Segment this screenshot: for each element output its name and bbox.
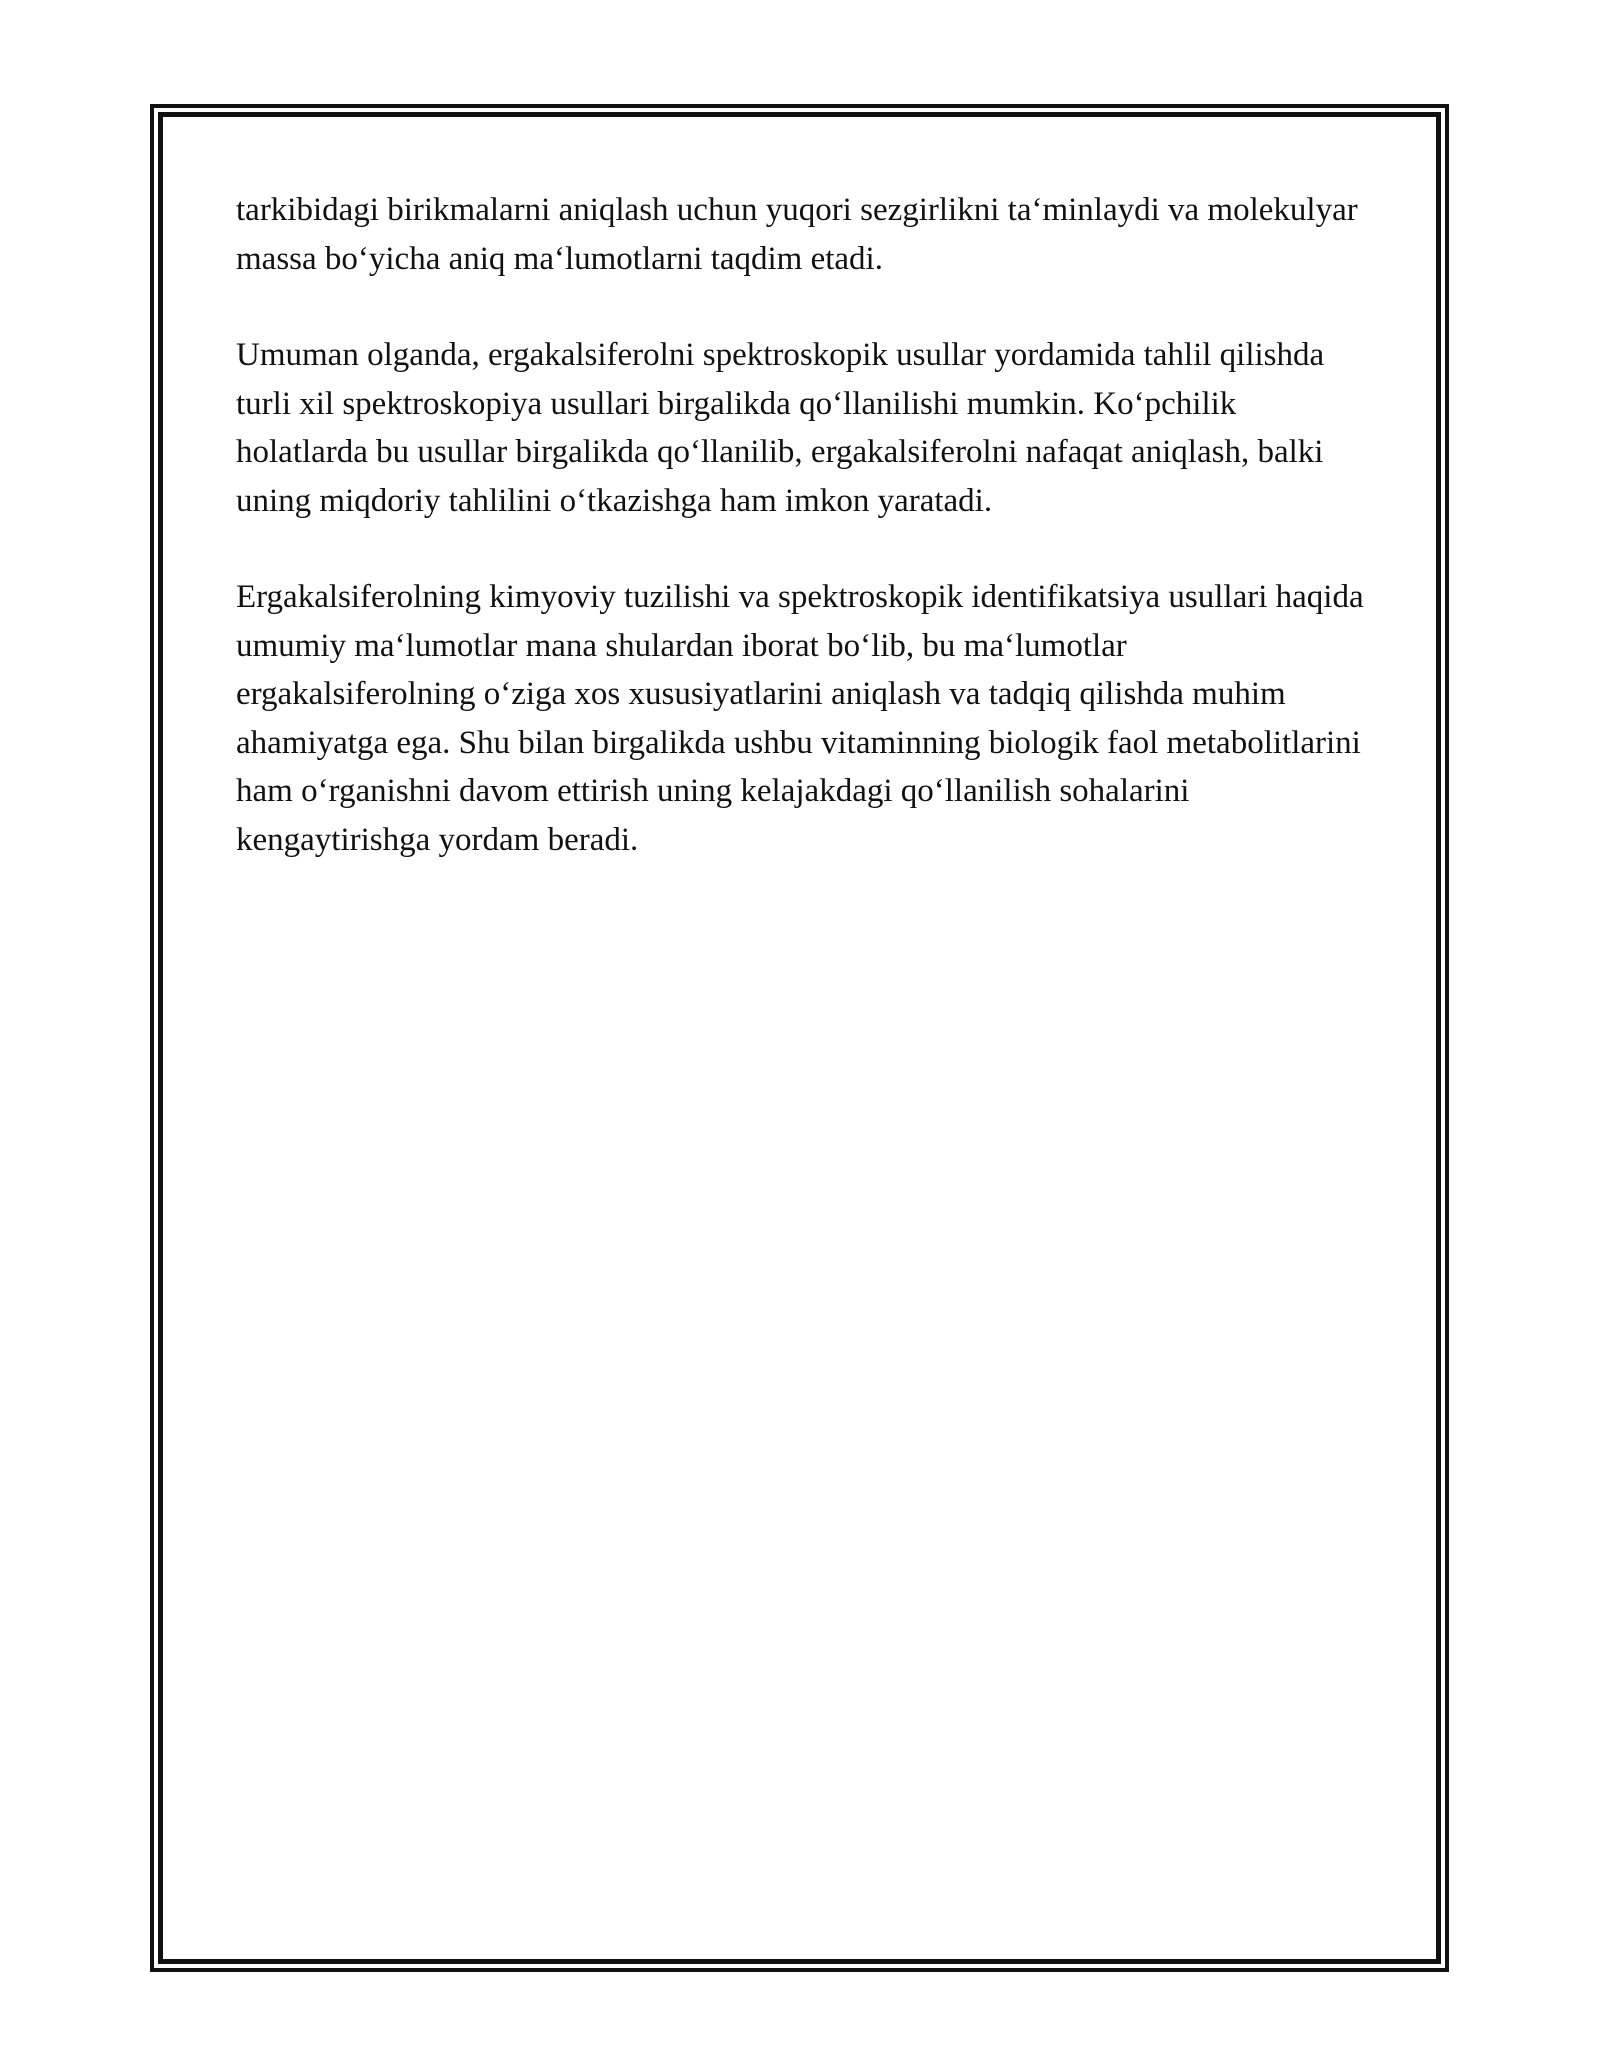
- paragraph-2: Umuman olganda, ergakalsiferolni spektroskopik usullar yordamida tahlil qilishda turli xil spektroskopiya usullari birgalikda qo‘llanilishi mumkin. Ko‘pchilik holatlarda bu usullar birgalikda qo‘llanilib, ergakalsiferolni nafaqat aniqlash, balki uning miqdoriy tahlilini o‘tkazishga ham imkon yaratadi.: [236, 337, 1325, 519]
- document-body: [236, 186, 1366, 912]
- paragraph-3: Ergakalsiferolning kimyoviy tuzilishi va spektroskopik identifikatsiya usullari haqida umumiy ma‘lumotlar mana shulardan iborat bo‘lib, bu ma‘lumotlar ergakalsiferolning o‘ziga xos xususiyatlarini aniqlash va tadqiq qilishda muhim ahamiyatga ega. Shu bilan birgalikda ushbu vitaminning biologik faol metabolitlarini ham o‘rganishni davom ettirish uning kelajakdagi qo‘llanilish sohalarini kengaytirishga yordam beradi.: [236, 579, 1364, 858]
- paragraph-1: tarkibidagi birikmalarni aniqlash uchun yuqori sezgirlikni ta‘minlaydi va molekulyar massa bo‘yicha aniq ma‘lumotlarni taqdim etadi.: [236, 192, 1358, 277]
